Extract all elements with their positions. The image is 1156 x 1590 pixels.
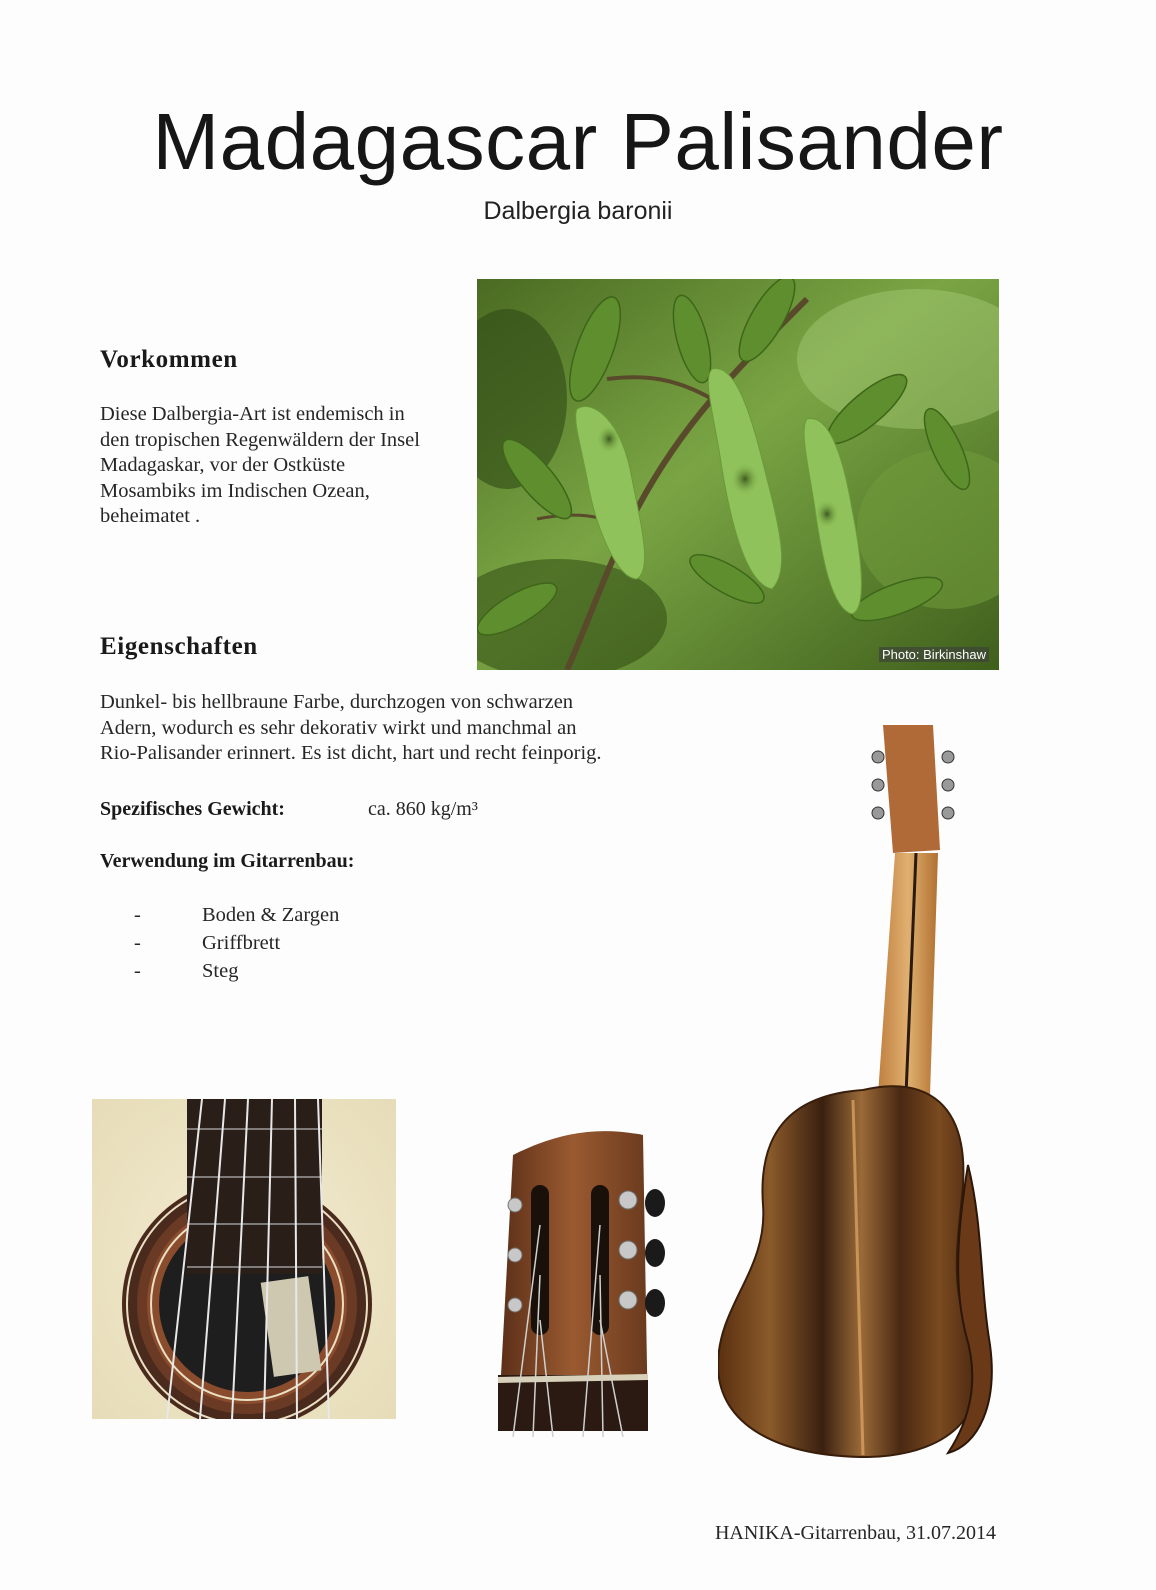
leaf-photo (477, 279, 999, 670)
usage-label: Verwendung im Gitarrenbau: (100, 850, 355, 872)
vorkommen-line: beheimatet . (100, 505, 201, 527)
eigenschaften-line: Rio-Palisander erinnert. Es ist dicht, hart und recht feinporig. (100, 742, 602, 764)
eigenschaften-line: Dunkel- bis hellbraune Farbe, durchzogen von schwarzen (100, 691, 574, 713)
list-item-text: Steg (202, 960, 239, 982)
list-item-text: Boden & Zargen (202, 904, 340, 926)
list-dash: - (134, 932, 141, 954)
guitar-back-photo (718, 725, 1008, 1465)
usage-list (134, 904, 434, 988)
list-item (134, 904, 434, 932)
list-dash: - (134, 960, 141, 982)
weight-label: Spezifisches Gewicht: (100, 798, 285, 820)
section-heading-vorkommen: Vorkommen (100, 346, 238, 373)
vorkommen-line: Diese Dalbergia-Art ist endemisch in (100, 403, 405, 425)
page-title: Madagascar Palisander (152, 97, 1004, 186)
photo-credit: Photo: Birkinshaw (879, 647, 989, 662)
page-subtitle: Dalbergia baronii (483, 197, 673, 225)
vorkommen-line: Madagaskar, vor der Ostküste (100, 454, 346, 476)
vorkommen-line: den tropischen Regenwäldern der Insel (100, 428, 420, 451)
weight-value: ca. 860 kg/m³ (368, 798, 478, 820)
guitar-headstock-photo (493, 1125, 683, 1437)
vorkommen-line: Mosambiks im Indischen Ozean, (100, 479, 370, 502)
list-item (134, 932, 434, 960)
eigenschaften-line: Adern, wodurch es sehr dekorativ wirkt und manchmal an (100, 716, 577, 739)
list-item-text: Griffbrett (202, 932, 281, 954)
list-dash: - (134, 904, 141, 926)
footer-text: HANIKA-Gitarrenbau, 31.07.2014 (714, 1522, 996, 1544)
section-heading-eigenschaften: Eigenschaften (100, 633, 258, 660)
list-item (134, 960, 434, 988)
guitar-rosette-photo (92, 1099, 396, 1419)
eigenschaften-text (100, 690, 680, 767)
vorkommen-text (100, 402, 460, 530)
